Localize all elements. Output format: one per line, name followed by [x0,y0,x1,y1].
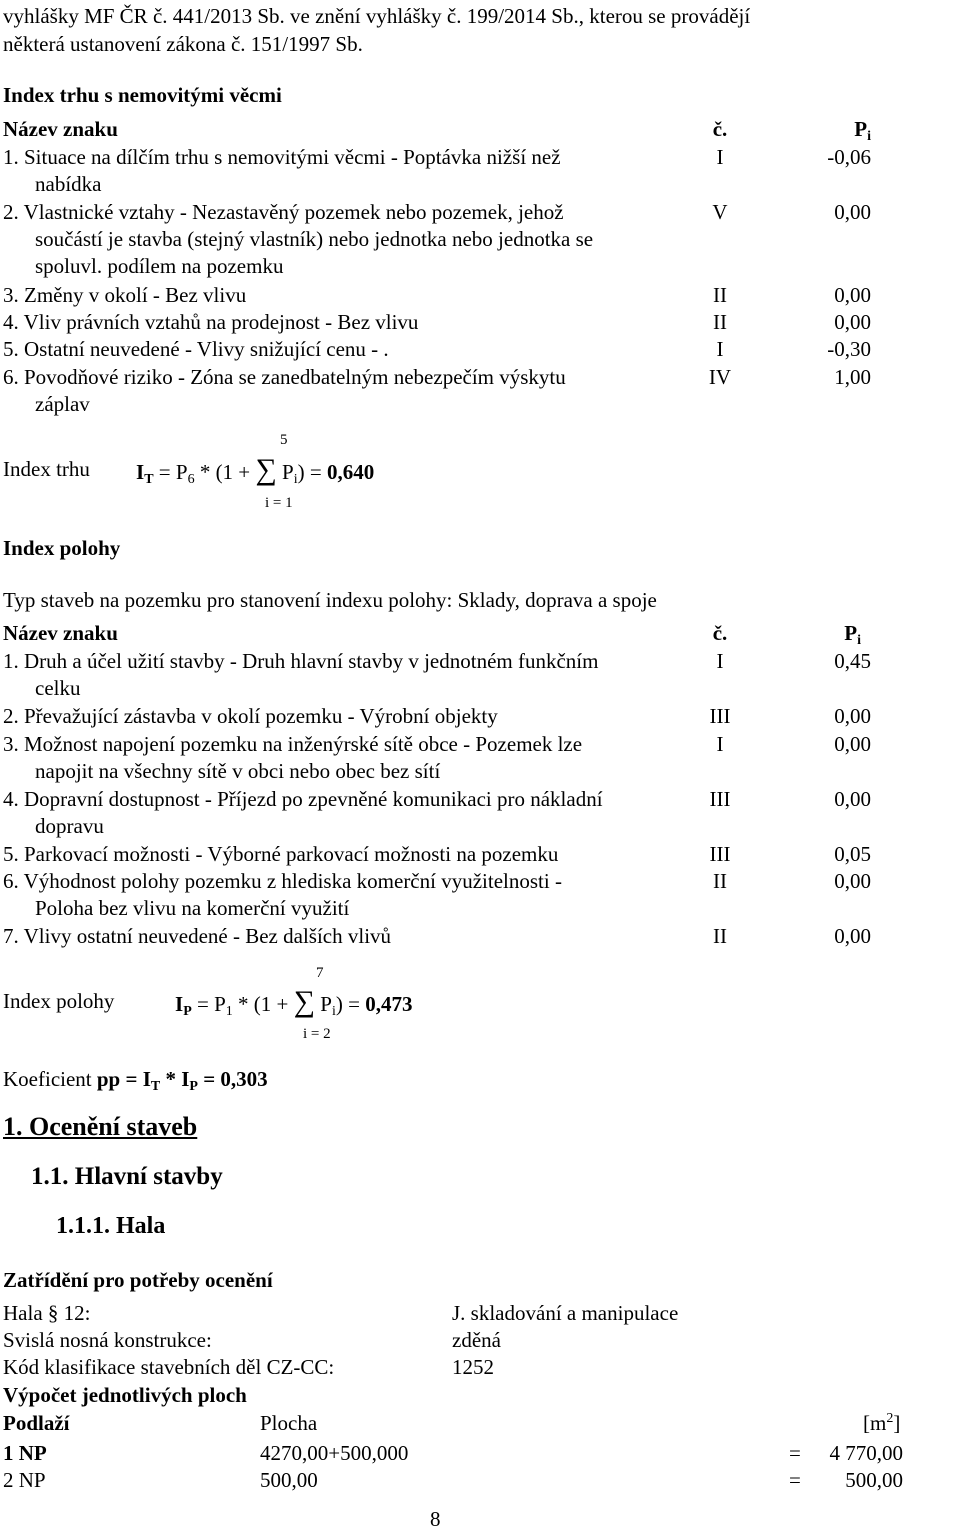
heading-hala: 1.1.1. Hala [56,1213,166,1239]
plochy-result: 4 770,00 [829,1441,903,1465]
zatrideni-label: Kód klasifikace stavebních děl CZ-CC: [3,1355,335,1379]
sigma-icon: ∑ [255,453,277,486]
sum-bottom: i = 2 [303,1026,331,1042]
plochy-plocha: 500,00 [260,1468,318,1492]
plochy-title: Výpočet jednotlivých ploch [3,1383,247,1407]
zatrideni-value: zděná [452,1328,501,1352]
plochy-podlazi: 2 NP [3,1468,46,1492]
index-polohy-title: Index polohy [3,536,121,560]
zatrideni-value: J. skladování a manipulace [452,1301,679,1325]
intro-line-2: některá ustanovení zákona č. 151/1997 Sb. [3,32,363,56]
index-trhu-formula: $I_T = P_6 * (1$ + ∑ $P_i) = 0,640$ [136,453,375,487]
plochy-plocha: 4270,00+500,000 [260,1441,409,1465]
zatrideni-label: Svislá nosná konstrukce: [3,1328,212,1352]
intro-line-1: vyhlášky MF ČR č. 441/2013 Sb. ve znění vyhlášky č. 199/2014 Sb., kterou se provádějí [3,4,751,28]
typ-staveb: Typ staveb na pozemku pro stanovení indexu polohy: Sklady, doprava a spoje [3,588,657,612]
plochy-header-plocha: Plocha [260,1411,318,1435]
heading-hlavni-stavby: 1.1. Hlavní stavby [31,1163,223,1190]
zatrideni-label: Hala § 12: [3,1301,91,1325]
header-name: Název znaku [3,117,118,141]
koeficient-pp: Koeficient pp = $I_T * I_P = 0,303$ [3,1067,268,1094]
index-polohy-formula: $I_P = P_1 * (1$ + ∑ $P_i) = 0,473$ [175,985,413,1019]
page-number: 8 [430,1507,441,1531]
index-polohy-formula-label: Index polohy [3,989,115,1013]
sum-top: 5 [280,432,288,448]
header-no: č. [712,117,728,141]
plochy-header-unit: $[m^2]$ [863,1411,901,1435]
zatrideni-value: 1252 [452,1355,494,1379]
index-trhu-title: Index trhu s nemovitými věcmi [3,83,282,107]
heading-oceneni-staveb: 1. Ocenění staveb [3,1112,198,1141]
sigma-icon: ∑ [293,985,316,1018]
header-p: $P_i$ [854,117,871,144]
zatrideni-title: Zatřídění pro potřeby ocenění [3,1268,273,1292]
plochy-eq: = [789,1441,801,1465]
sum-bottom: i = 1 [265,495,293,511]
index-trhu-formula-label: Index trhu [3,457,90,481]
sum-top: 7 [316,965,324,981]
plochy-result: 500,00 [845,1468,903,1492]
plochy-header-podlazi: Podlaží [3,1411,70,1435]
plochy-podlazi: 1 NP [3,1441,47,1465]
plochy-eq: = [789,1468,801,1492]
